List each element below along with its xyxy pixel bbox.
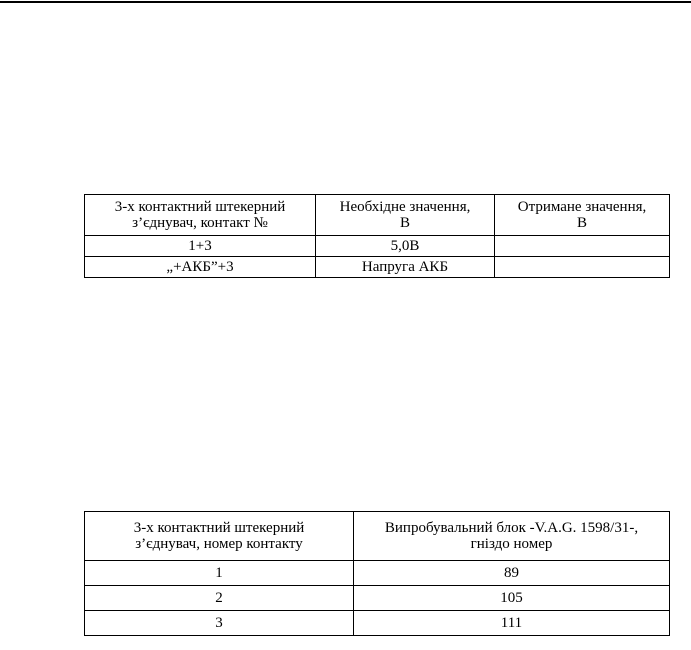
table-row xyxy=(85,586,670,611)
header-test-box-socket: Випробувальний блок -V.A.G. 1598/31-, гніздо номер xyxy=(354,512,670,561)
cell-pin: 2 xyxy=(85,586,354,611)
cell-required: 5,0В xyxy=(316,236,495,257)
table-header-row xyxy=(85,195,670,236)
header-obtained-value: Отримане значення, В xyxy=(495,195,670,236)
header-required-value: Необхідне значення, В xyxy=(316,195,495,236)
cell-socket: 89 xyxy=(354,561,670,586)
cell-obtained xyxy=(495,257,670,278)
header-connector-pin: 3-х контактний штекерний з’єднувач, номер контакту xyxy=(85,512,354,561)
table-row xyxy=(85,611,670,636)
cell-obtained xyxy=(495,236,670,257)
table-row xyxy=(85,561,670,586)
table-row xyxy=(85,257,670,278)
cell-contact: 1+3 xyxy=(85,236,316,257)
top-rule xyxy=(0,1,691,3)
header-connector-contact: 3-х контактний штекерний з’єднувач, контакт № xyxy=(85,195,316,236)
table-header-row xyxy=(85,512,670,561)
cell-required: Напруга АКБ xyxy=(316,257,495,278)
cell-socket: 111 xyxy=(354,611,670,636)
cell-pin: 3 xyxy=(85,611,354,636)
voltage-table xyxy=(84,194,670,278)
cell-socket: 105 xyxy=(354,586,670,611)
pin-mapping-table xyxy=(84,511,670,636)
cell-contact: „+АКБ”+3 xyxy=(85,257,316,278)
table-row xyxy=(85,236,670,257)
cell-pin: 1 xyxy=(85,561,354,586)
